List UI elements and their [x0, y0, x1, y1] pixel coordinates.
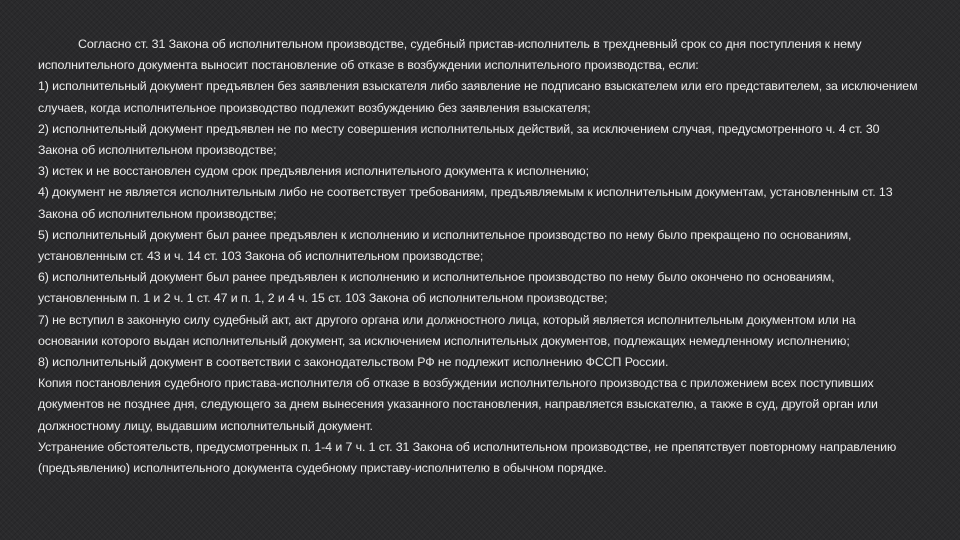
copy-paragraph: Копия постановления судебного пристава-исполнителя об отказе в возбуждении исполнительного производства с приложением всех поступивших документов не позднее дня, следующего за днем вынесения указанного постановления, направляется взыскателю, а также в суд, другой орган или должностному лицу, выдавшим исполнительный документ.: [38, 376, 878, 433]
list-item-5: 5) исполнительный документ был ранее предъявлен к исполнению и исполнительное производство по нему было прекращено по основаниям, установленным ст. 43 и ч. 14 ст. 103 Закона об исполнительном производстве;: [38, 227, 852, 264]
list-item-7: 7) не вступил в законную силу судебный акт, акт другого органа или должностного лица, который является исполнительным документом или на основании которого выдан исполнительный документ, за исключением исполнительных документов, подлежащих немедленному исполнению;: [38, 312, 856, 348]
slide-content: [38, 34, 918, 504]
closing-paragraph: Устранение обстоятельств, предусмотренных п. 1-4 и 7 ч. 1 ст. 31 Закона об исполнительном производстве, не препятствует повторному направлению (предъявлению) исполнительного документа судебному приставу-исполнителю в обычном порядке.: [38, 439, 897, 476]
list-item-4: 4) документ не является исполнительным либо не соответствует требованиям, предъявляемым к исполнительным документам, установленным ст. 13 Закона об исполнительном производстве;: [38, 185, 893, 221]
intro-paragraph: Согласно ст. 31 Закона об исполнительном производстве, судебный пристав-исполнитель в трехдневный срок со дня поступления к нему исполнительного документа выносит постановление об отказе в возбуждении исполнительного производства, если:: [38, 37, 862, 73]
list-item-3: 3) истек и не восстановлен судом срок предъявления исполнительного документа к исполнению;: [38, 164, 589, 179]
list-item-1: 1) исполнительный документ предъявлен без заявления взыскателя либо заявление не подписано взыскателем или его представителем, за исключением случаев, когда исполнительное производство подлежит возбуждению без заявления взыскателя;: [38, 79, 918, 115]
list-item-6: 6) исполнительный документ был ранее предъявлен к исполнению и исполнительное производство по нему было окончено по основаниям, установленным п. 1 и 2 ч. 1 ст. 47 и п. 1, 2 и 4 ч. 15 ст. 103 Закона об исполнительном производстве;: [38, 270, 835, 306]
body-text: [38, 34, 918, 479]
list-item-2: 2) исполнительный документ предъявлен не по месту совершения исполнительных действий, за исключением случая, предусмотренного ч. 4 ст. 30 Закона об исполнительном производстве;: [38, 121, 880, 158]
list-item-8: 8) исполнительный документ в соответствии с законодательством РФ не подлежит исполнению ФССП России.: [38, 355, 669, 370]
